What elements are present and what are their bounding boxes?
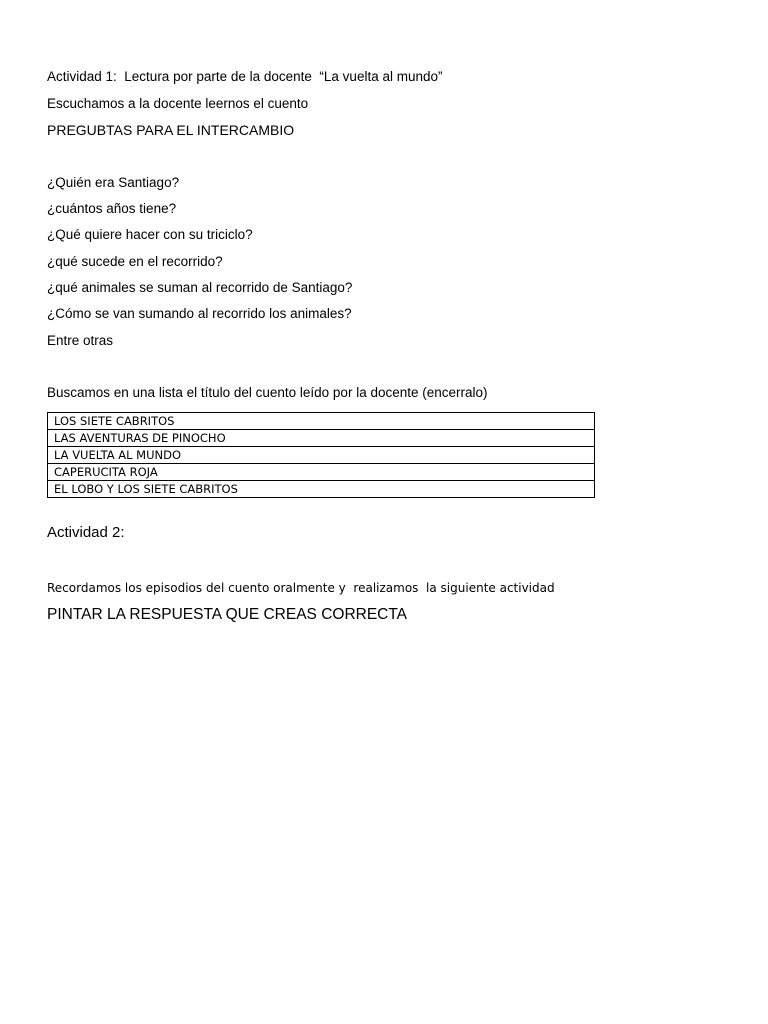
story-title-cell: LA VUELTA AL MUNDO bbox=[48, 447, 595, 464]
activity-2-heading: Actividad 2: bbox=[47, 524, 125, 541]
question-2: ¿cuántos años tiene? bbox=[47, 201, 177, 216]
story-title-cell: EL LOBO Y LOS SIETE CABRITOS bbox=[48, 481, 595, 498]
story-titles-table bbox=[47, 412, 595, 498]
question-3: ¿Qué quiere hacer con su triciclo? bbox=[47, 227, 253, 242]
others-note: Entre otras bbox=[47, 333, 114, 348]
activity-2-task: PINTAR LA RESPUESTA QUE CREAS CORRECTA bbox=[47, 606, 408, 623]
listen-instruction: Escuchamos a la docente leernos el cuento bbox=[47, 96, 309, 111]
table-row bbox=[48, 413, 595, 430]
table-row bbox=[48, 447, 595, 464]
table-row bbox=[48, 464, 595, 481]
story-title-cell: LOS SIETE CABRITOS bbox=[48, 413, 595, 430]
question-6: ¿Cómo se van sumando al recorrido los animales? bbox=[47, 306, 352, 321]
activity-1-heading: Actividad 1: Lectura por parte de la docente “La vuelta al mundo” bbox=[47, 69, 443, 84]
table-row bbox=[48, 481, 595, 498]
story-title-cell: CAPERUCITA ROJA bbox=[48, 464, 595, 481]
question-5: ¿qué animales se suman al recorrido de Santiago? bbox=[47, 280, 353, 295]
table-row bbox=[48, 430, 595, 447]
question-1: ¿Quién era Santiago? bbox=[47, 175, 180, 190]
search-instruction: Buscamos en una lista el título del cuento leído por la docente (encerralo) bbox=[47, 385, 488, 400]
question-4: ¿qué sucede en el recorrido? bbox=[47, 254, 223, 269]
activity-2-instruction: Recordamos los episodios del cuento oralmente y realizamos la siguiente actividad bbox=[47, 581, 555, 595]
questions-title: PREGUBTAS PARA EL INTERCAMBIO bbox=[47, 122, 295, 138]
story-title-cell: LAS AVENTURAS DE PINOCHO bbox=[48, 430, 595, 447]
